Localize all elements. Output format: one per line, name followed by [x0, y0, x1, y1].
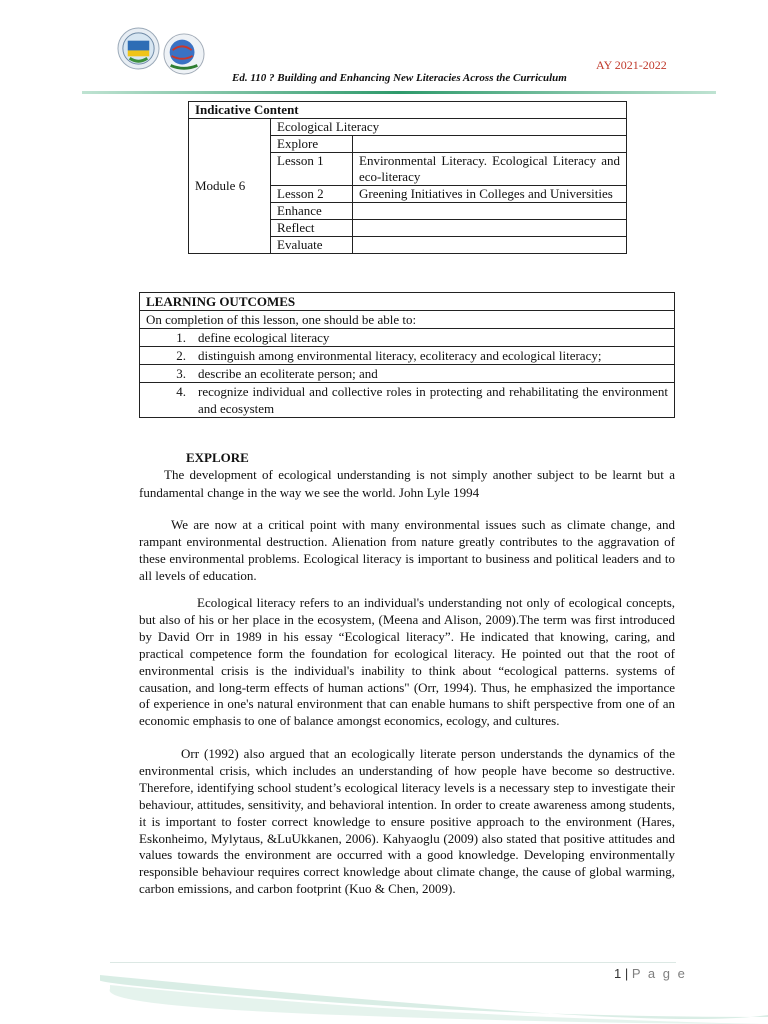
page-number: 1 [614, 966, 622, 981]
page-separator: | [624, 966, 629, 981]
page-label: P a g e [631, 966, 687, 981]
university-seal-logo [117, 27, 160, 70]
outcome-number: 3. [176, 366, 186, 381]
module-row-label: Explore [271, 136, 353, 153]
module-row-desc [353, 136, 627, 153]
outcome-text: recognize individual and collective roles in protecting and rehabilitating the environment and ecosystem [198, 384, 668, 416]
module-row-desc [353, 203, 627, 220]
academic-year: AY 2021-2022 [596, 58, 667, 72]
explore-paragraph-1: We are now at a critical point with many environmental issues such as climate change, and rampant environmental destruction. Alienation from nature greatly contributes to the aggravation of these environmental problems. Ecological literacy is important to business and political leaders and to all levels of education. [139, 517, 675, 583]
explore-quote: The development of ecological understanding is not simply another subject to be learnt but a fundamental change in the way we see the world. John Lyle 1994 [139, 467, 675, 500]
module-row-label: Evaluate [271, 237, 353, 254]
module-row-label: Reflect [271, 220, 353, 237]
course-title: Ed. 110 ? Building and Enhancing New Literacies Across the Curriculum [232, 72, 567, 84]
outcome-item [140, 347, 675, 365]
outcome-text: describe an ecoliterate person; and [198, 366, 378, 381]
learning-outcomes-intro: On completion of this lesson, one should be able to: [140, 311, 675, 329]
module-row-desc [353, 220, 627, 237]
outcome-item [140, 383, 675, 418]
college-seal-logo [163, 33, 205, 75]
learning-outcomes-table [139, 292, 675, 418]
indicative-content-table [188, 101, 627, 254]
learning-outcomes-title: LEARNING OUTCOMES [140, 293, 675, 311]
header-divider [82, 91, 716, 94]
page-number-footer [614, 966, 687, 981]
module-row-label: Ecological Literacy [271, 119, 627, 136]
indicative-content-title: Indicative Content [189, 102, 627, 119]
outcome-number: 1. [176, 330, 186, 345]
module-row-desc [353, 237, 627, 254]
module-row-desc: Environmental Literacy. Ecological Literacy and eco-literacy [353, 153, 627, 186]
module-row-label: Lesson 1 [271, 153, 353, 186]
explore-paragraph-2: Ecological literacy refers to an individual's understanding not only of ecological concepts, but also of his or her place in the ecosystem, (Meena and Alison, 2009).The term was first introduced by David Orr in 1989 in his essay “Ecological literacy”. He indicated that knowing, caring, and practical competence form the foundation for ecological literacy. He pointed out that the root of environmental crisis is the individual's inability to think about “ecological patterns. systems of causation, and long-term effects of human actions" (Orr, 1994). Thus, he emphasized the importance of experience in one's natural environment that can enable humans to shift perspective from one of an economic emphasis to one of balance amongst economics, ecology, and cultures. [139, 595, 675, 729]
outcome-text: distinguish among environmental literacy, ecoliteracy and ecological literacy; [198, 348, 602, 363]
module-row-desc: Greening Initiatives in Colleges and Universities [353, 186, 627, 203]
outcome-item [140, 365, 675, 383]
outcome-item [140, 329, 675, 347]
module-row-label: Lesson 2 [271, 186, 353, 203]
outcome-number: 4. [176, 384, 186, 399]
module-label: Module 6 [189, 119, 271, 254]
explore-paragraph-3: Orr (1992) also argued that an ecologically literate person understands the dynamics of the environmental crisis, which includes an understanding of how people have become so destructive. Therefore, identifying school student’s ecological literacy levels is a necessary step to investigate their behaviour, attitudes, sensitivity, and behavioral intention. In order to create awareness among students, it is important to foster correct knowledge to ensure positive approach to the environment (Hares, Eskonheimo, Mylytaus, &LuUkkanen, 2006). Kahyaoglu (2009) also stated that positive attitudes and values towards the environment are occurred with a good knowledge. Developing environmentally responsible behaviour requires correct knowledge about climate change, the cause of global warming, carbon emissions, and carbon footprint (Kuo & Chen, 2009). [139, 746, 675, 897]
outcome-text: define ecological literacy [198, 330, 330, 345]
outcome-number: 2. [176, 348, 186, 363]
module-row-label: Enhance [271, 203, 353, 220]
explore-heading: EXPLORE [186, 450, 249, 465]
